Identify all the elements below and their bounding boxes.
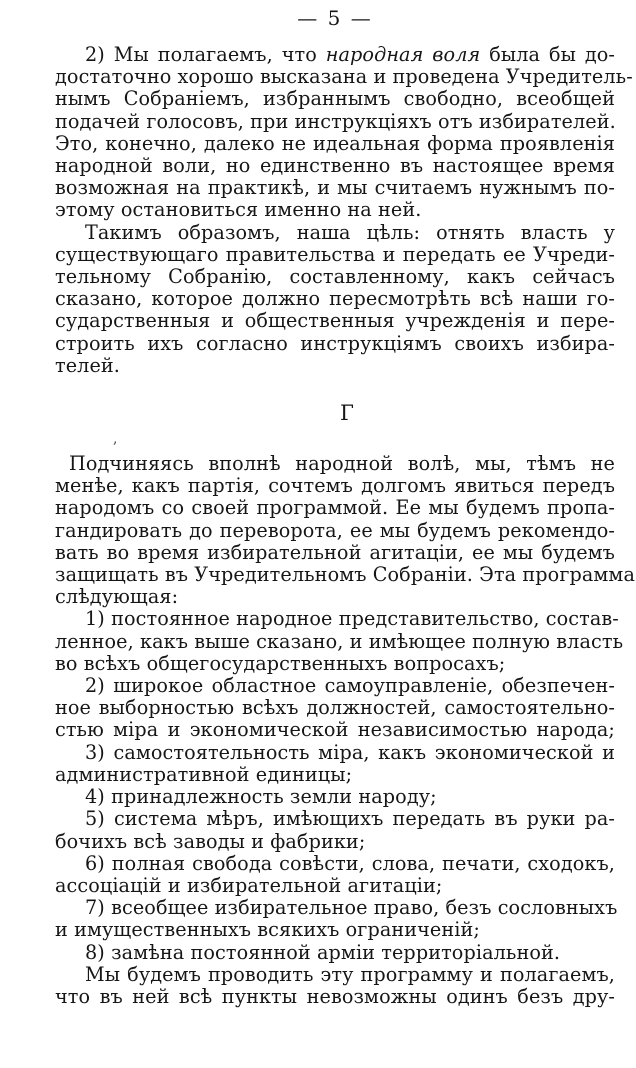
program-item-3-line: административной единицы;: [55, 762, 353, 786]
program-item-5-line: 5) система мѣръ, имѣющихъ передать въ руки ра-: [85, 807, 615, 831]
text-line: Такимъ образомъ, наша цѣль: отнять власть у: [85, 220, 615, 244]
program-item-2-line: стью міра и экономической независимостью народа;: [55, 718, 615, 742]
text-line: подачей голосовъ, при инструкціяхъ отъ избирателей.: [55, 109, 616, 133]
text-line: народомъ со своей программой. Ее мы будемъ пропа-: [55, 496, 615, 520]
text-line: Подчиняясь вполнѣ народной волѣ, мы, тѣмъ не: [69, 452, 615, 476]
program-item-7-line: 7) всеобщее избирательное право, безъ сословныхъ: [85, 896, 618, 920]
text-line: сказано, которое должно пересмотрѣть всѣ наши го-: [55, 287, 615, 311]
program-item-6-line: 6) полная свобода совѣсти, слова, печати, сходокъ,: [85, 851, 615, 875]
text-line: что въ ней всѣ пункты невозможны одинъ безъ дру-: [55, 984, 615, 1008]
text-line: сударственныя и общественныя учрежденія и пере-: [55, 309, 615, 333]
program-list: [55, 607, 624, 964]
text-line: гандировать до переворота, ее мы будемъ рекомендо-: [55, 518, 615, 542]
text-line: Это, конечно, далеко не идеальная форма проявленія: [55, 131, 615, 155]
program-item-4-line: 4) принадлежность земли народу;: [85, 785, 437, 809]
program-item-8-line: 8) замѣна постоянной арміи территоріальной.: [85, 940, 561, 964]
program-item-1-line: ленное, какъ выше сказано, и имѣющее полную власть: [55, 629, 624, 653]
program-item-5-line: бочихъ всѣ заводы и фабрики;: [55, 829, 366, 853]
text-line: вать во время избирательной агитаціи, ее мы будемъ: [55, 540, 615, 564]
text-line: возможная на практикѣ, и мы считаемъ нужнымъ по-: [55, 176, 615, 200]
text-line: телей.: [55, 353, 121, 377]
section-mark: Г: [340, 401, 354, 426]
text-line: менѣе, какъ партія, сочтемъ долгомъ явиться передъ: [55, 474, 615, 498]
paragraph-1-line-1-tail: была бы до-: [489, 43, 616, 66]
program-item-1-line: 1) постоянное народное представительство, состав-: [85, 607, 619, 631]
text-line: народной воли, но единственно въ настоящее время: [55, 154, 615, 178]
text-line: тельному Собранію, составленному, какъ сейчасъ: [55, 265, 615, 289]
paragraph-4: [55, 964, 615, 1008]
emphasis-text: народная воля: [325, 43, 481, 66]
program-item-2-line: 2) широкое областное самоуправленіе, обезпечен-: [85, 674, 615, 698]
program-item-6-line: ассоціацій и избирательной агитаціи;: [55, 873, 443, 897]
text-line: этому остановиться именно на ней.: [55, 198, 422, 222]
page-content: [55, 4, 635, 1008]
paragraph-3: [55, 452, 635, 609]
text-line: достаточно хорошо высказана и проведена Учредитель-: [55, 65, 633, 89]
paragraph-2: [55, 222, 615, 377]
paragraph-1-line-1-head: 2) Мы полагаемъ, что: [85, 43, 317, 66]
program-item-7-line: и имущественныхъ всякихъ ограниченій;: [55, 918, 480, 942]
program-item-3-line: 3) самостоятельность міра, какъ экономической и: [85, 740, 615, 764]
text-line: Мы будемъ проводить эту программу и полагаемъ,: [85, 962, 615, 986]
text-line: нымъ Собраніемъ, избраннымъ свободно, всеобщей: [55, 87, 615, 111]
page-number: — 5 —: [297, 6, 373, 30]
paragraph-1-line-1: [55, 44, 615, 66]
text-line: защищать въ Учредительномъ Собраніи. Эта программа: [55, 563, 635, 587]
text-line: существующаго правительства и передать ее Учреди-: [55, 242, 615, 266]
ink-mark: ,: [113, 431, 118, 447]
text-line: слѣдующая:: [55, 585, 179, 609]
program-item-2-line: ное выборностью всѣхъ должностей, самостоятельно-: [55, 696, 615, 720]
paragraph-1: [55, 43, 633, 222]
program-item-1-line: во всѣхъ общегосударственныхъ вопросахъ;: [55, 651, 506, 675]
text-line: строить ихъ согласно инструкціямъ своихъ избира-: [55, 331, 615, 355]
